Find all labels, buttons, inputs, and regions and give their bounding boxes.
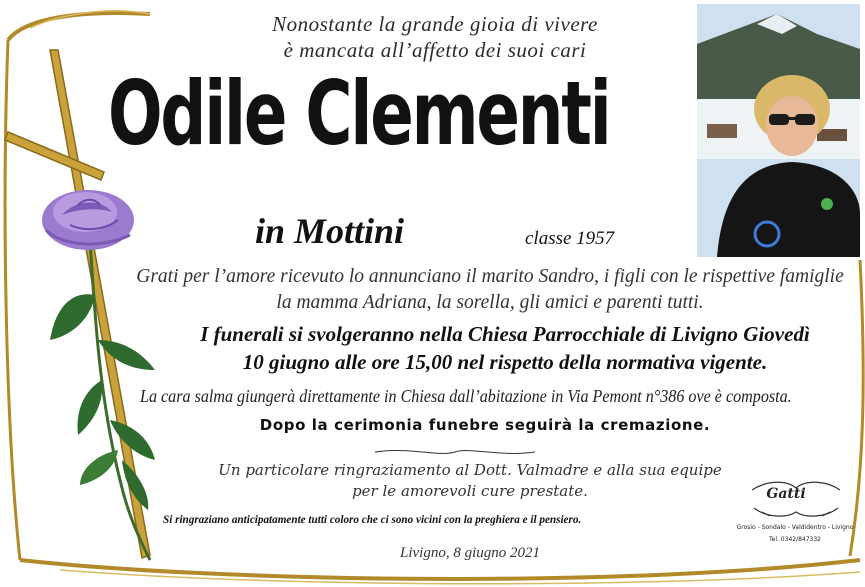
special-thanks-line-2: per le amorevoli cure prestate. bbox=[352, 482, 588, 500]
funeral-home-name: Gatti bbox=[766, 486, 806, 502]
announcement-line-1: Grati per l’amore ricevuto lo annunciano il marito Sandro, i figli con le rispettive famiglie bbox=[136, 266, 844, 287]
birth-class: classe 1957 bbox=[525, 228, 615, 249]
funeral-info-line-2: 10 giugno alle ore 15,00 nel rispetto della normativa vigente. bbox=[242, 350, 768, 374]
announcement-line-2: la mamma Adriana, la sorella, gli amici e parenti tutti. bbox=[276, 292, 704, 313]
married-name: in Mottini bbox=[255, 211, 405, 251]
place-and-date: Livigno, 8 giugno 2021 bbox=[399, 545, 540, 561]
special-thanks-line-1: Un particolare ringraziamento al Dott. Valmadre e alla sua equipe bbox=[218, 461, 722, 479]
funeral-home-phone: Tel. 0342/847332 bbox=[768, 536, 821, 543]
deceased-name: Odile Clementi bbox=[108, 62, 610, 165]
salma-info: La cara salma giungerà direttamente in Chiesa dall’abitazione in Via Pemont n°386 ove è composta. bbox=[140, 386, 792, 406]
funeral-home-towns: Grosio - Sondalo - Valdidentro - Livigno bbox=[736, 524, 854, 531]
advance-thanks: Si ringraziano anticipatamente tutti coloro che ci sono vicini con la preghiera e il pensiero. bbox=[163, 512, 582, 526]
ornament-divider bbox=[370, 447, 540, 457]
intro-line-1: Nonostante la grande gioia di vivere bbox=[272, 12, 598, 36]
intro-line-2: è mancata all’affetto dei suoi cari bbox=[283, 38, 587, 62]
portrait-photo bbox=[697, 4, 860, 257]
cremation-info: Dopo la cerimonia funebre seguirà la cremazione. bbox=[259, 416, 711, 434]
funeral-info-line-1: I funerali si svolgeranno nella Chiesa Parrocchiale di Livigno Giovedì bbox=[200, 322, 810, 346]
